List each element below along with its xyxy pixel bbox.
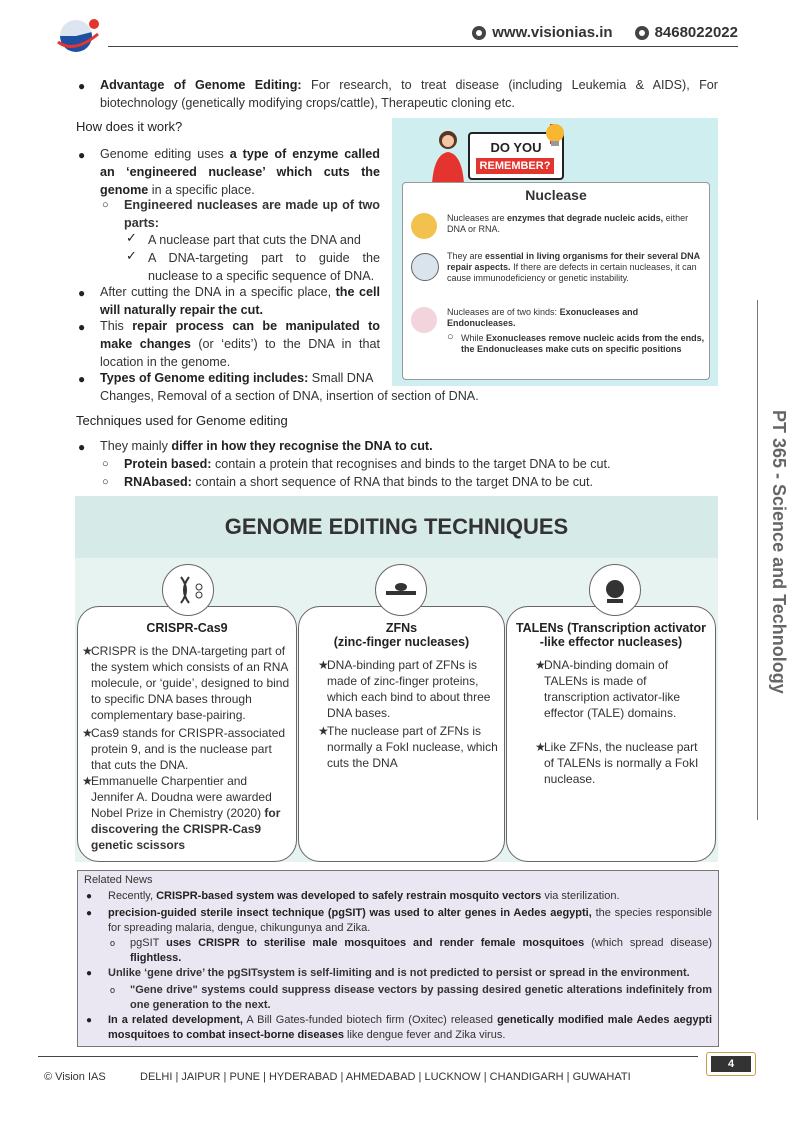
enzyme-icon [411,213,437,239]
sub-bullet-icon: o [110,938,116,948]
remember-box [392,118,718,386]
zfn-card [298,606,505,862]
zfn-title-1: ZFNs [385,621,418,635]
phone-icon [635,26,649,40]
genome-title-band [75,496,718,558]
person-illustration-icon [426,128,470,184]
news-item-1: Recently, CRISPR-based system was developed to safely restrain mosquito vectors via sterilization. [108,890,620,902]
vision-ias-logo [54,14,102,54]
techniques-bullet-1: They mainly differ in how they recognise the DNA to cut. [100,439,433,453]
how-check-1: A nuclease part that cuts the DNA and [148,233,361,247]
news-heading: Related News [84,874,153,886]
nuclease-point-2: They are essential in living organisms for their several DNA repair aspects. If there are defects in certain nucleases, it can cause immunodeficiency or genetic instability. [447,251,700,283]
techniques-heading: Techniques used for Genome editing [76,413,288,428]
how-bullet-1: Genome editing uses a type of enzyme called an ‘engineered nuclease’ which cuts the genome in a specific place. [100,147,381,197]
crispr-card [77,606,297,862]
nuclease-title: Nuclease [525,187,587,203]
advantage-paragraph: Advantage of Genome Editing: For research, to treat disease (including Leukemia & AIDS), For biotechnology (genetically modifying crops/cattle), Therapeutic cloning etc. [100,78,718,110]
related-news-box [77,870,719,1047]
do-you-remember-bubble: DO YOU REMEMBER? [468,132,564,180]
news-item-5: "Gene drive" systems could suppress disease vectors by passing desired genetic alterations indefinitely from one generation to the next. [130,984,712,1011]
crispr-title: CRISPR-Cas9 [146,621,228,635]
sub-bullet-icon: o [110,985,116,995]
how-bullet-3: This repair process can be manipulated to make changes (or ‘edits’) to the DNA in that location in the genome. [100,319,380,369]
circle-bullet-icon: ○ [102,476,109,488]
techniques-sub-1: Protein based: contain a protein that recognises and binds to the target DNA to be cut. [124,457,611,471]
how-heading: How does it work? [76,119,183,134]
zfn-point-2: ★ The nuclease part of ZFNs is normally a FokI nuclease, which cuts the DNA [318,724,498,770]
bullet-icon: ● [86,968,93,979]
page-number: 4 [711,1056,751,1072]
side-title: PT 365 - Science and Technology [769,410,789,694]
nuclease-point-1: Nucleases are enzymes that degrade nucleic acids, either DNA or RNA. [447,213,689,234]
footer-copyright: © Vision IAS [44,1071,106,1083]
news-item-2: precision-guided sterile insect technique (pgSIT) was used to alter genes in Aedes aegypti, the species responsible for spreading malaria, dengue, chikungunya and Zika. [108,907,712,934]
nuclease-point-3: Nucleases are of two kinds: Exonucleases and Endonucleases. [447,307,639,328]
techniques-sub-2: RNAbased: contain a short sequence of RNA that binds to the target DNA to be cut. [124,475,594,489]
talen-point-2: ★ Like ZFNs, the nuclease part of TALENs is normally a FokI nuclease. [535,740,699,786]
website-link[interactable]: www.visionias.in [492,24,613,41]
news-item-4: Unlike ‘gene drive’ the pgSITsystem is self-limiting and is not predicted to persist or spread in the environment. [108,967,690,979]
talen-point-1: ★ DNA-binding domain of TALENs is made of transcription activator-like effector (TALE) domains. [535,658,681,720]
zinc-finger-icon [375,564,427,616]
how-bullet-4: Types of Genome editing includes: Small DNA [100,371,374,385]
bullet-icon: ● [78,440,86,454]
footer-cities: DELHI | JAIPUR | PUNE | HYDERABAD | AHMEDABAD | LUCKNOW | CHANDIGARH | GUWAHATI [140,1071,631,1083]
protein-icon [589,564,641,616]
talen-card [506,606,716,862]
talen-title-1: TALENs (Transcription activator [515,621,707,635]
zfn-point-1: ★ DNA-binding part of ZFNs is made of zinc-finger proteins, which each bind to about three DNA bases. [318,658,491,720]
header-rule [108,46,738,47]
lightbulb-icon [540,120,570,150]
crispr-point-2: ★ Cas9 stands for CRISPR-associated protein 9, and is the nuclease part that cuts the DNA. [82,726,286,772]
bullet-icon: ● [86,908,93,919]
dna-scissors-icon [162,564,214,616]
circle-bullet-icon: ○ [447,331,454,343]
how-sub-1: Engineered nucleases are made up of two parts: [124,198,380,230]
bullet-icon: ● [78,148,86,162]
genome-title: GENOME EDITING TECHNIQUES [224,514,569,539]
crispr-point-3: ★ Emmanuelle Charpentier and Jennifer A. Doudna were awarded Nobel Prize in Chemistry (2020) for discovering the CRISPR-Cas9 genetic scissors [82,774,281,852]
genome-editing-infographic [75,496,718,862]
magnifier-icon [411,253,439,281]
check-icon: ✓ [126,248,137,263]
globe-icon [472,26,486,40]
side-rule [757,300,758,820]
bullet-icon: ● [78,372,86,386]
news-item-3: pgSIT uses CRISPR to sterilise male mosquitoes and render female mosquitoes (which spread disease) flightless. [130,937,713,964]
bullet-icon: ● [86,1015,93,1026]
how-bullet-4-cont: Changes, Removal of a section of DNA, insertion of section of DNA. [100,389,479,403]
nuclease-card [402,182,710,380]
circle-bullet-icon: ○ [102,458,109,470]
how-check-2: A DNA-targeting part to guide the nuclease to a specific sequence of DNA. [148,251,380,283]
check-icon: ✓ [126,230,137,245]
talen-title-2: -like effector nucleases) [539,635,683,649]
bullet-icon: ● [78,286,86,300]
bullet-icon: ● [78,79,86,93]
page-number-box [706,1052,756,1076]
circle-bullet-icon: ○ [102,199,109,211]
dna-strand-icon [411,307,437,333]
footer-rule [38,1056,698,1057]
crispr-point-1: ★ CRISPR is the DNA-targeting part of the system which consists of an RNA molecule, or ‘guide’, designed to bind to specific DNA bases through complementary base-pairing. [82,644,290,722]
nuclease-point-4: ○ While Exonucleases remove nucleic acids from the ends, the Endonucleases make cuts on specific positions [447,331,705,354]
news-item-6: In a related development, A Bill Gates-funded biotech firm (Oxitec) released genetically modified male Aedes aegypti mosquitoes to combat insect-borne diseases like dengue fever and Zika virus. [108,1014,713,1041]
how-bullet-2: After cutting the DNA in a specific place, the cell will naturally repair the cut. [100,285,380,317]
header-contact [472,24,738,41]
zfn-title-2: (zinc-finger nucleases) [333,635,470,649]
bullet-icon: ● [78,320,86,334]
phone-number: 8468022022 [654,24,738,41]
bullet-icon: ● [86,891,93,902]
